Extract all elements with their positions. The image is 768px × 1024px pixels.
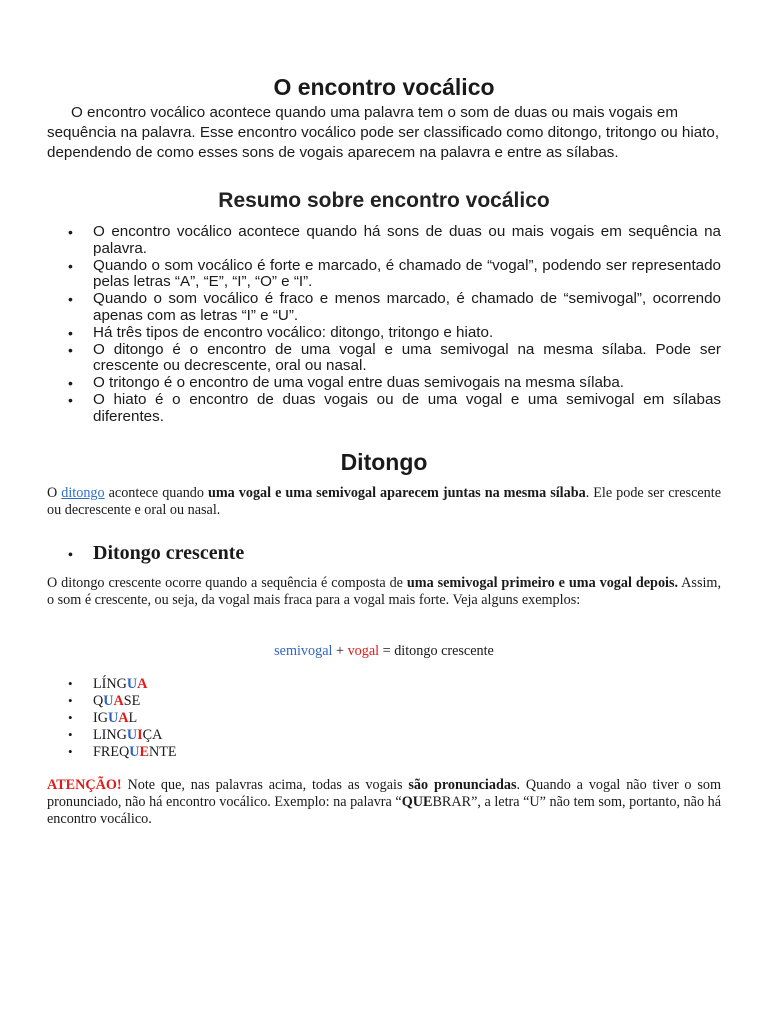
list-item: • O tritongo é o encontro de uma vogal entre duas semivogais na mesma sílaba.: [47, 375, 721, 392]
word-semivogal: U: [107, 709, 119, 726]
ditongo-heading: Ditongo: [340, 449, 428, 475]
word-part: LING: [93, 726, 127, 743]
word-vogal: E: [139, 743, 149, 760]
word-part: IG: [93, 709, 108, 726]
word-vogal: A: [118, 709, 129, 726]
intro-paragraph: [47, 103, 721, 163]
list-item: • O encontro vocálico acontece quando há sons de duas ou mais vogais em sequência na palavra.: [47, 224, 721, 258]
list-item: • Quando o som vocálico é forte e marcado, é chamado de “vogal”, podendo ser representado pelas letras “A”, “E”, “I”, “O” e “I”.: [47, 258, 721, 292]
atencao-word-bold: QUE: [401, 794, 433, 810]
word-part: ÇA: [142, 726, 163, 743]
word-semivogal: U: [126, 676, 138, 692]
atencao-bold: são pronunciadas: [408, 777, 517, 793]
list-item: • O ditongo é o encontro de uma vogal e uma semivogal na mesma sílaba. Pode ser crescente ou decrescente, oral ou nasal.: [47, 342, 721, 376]
formula-plus: +: [332, 643, 348, 659]
resumo-heading: Resumo sobre encontro vocálico: [218, 189, 550, 212]
ditongo-crescente-text: [47, 575, 721, 609]
ditongo-intro-pre: O: [47, 485, 62, 501]
word-semivogal: U: [126, 726, 138, 743]
ditongo-intro-post: . Ele pode ser crescente ou decrescente e oral ou nasal.: [47, 485, 722, 518]
bullet-icon: •: [68, 548, 73, 563]
ditongo-intro: [47, 485, 721, 519]
examples-list: [47, 676, 721, 761]
atencao-label: ATENÇÃO!: [47, 777, 122, 793]
list-item: • O hiato é o encontro de duas vogais ou de uma vogal e uma semivogal em sílabas diferentes.: [47, 392, 721, 426]
word-semivogal: U: [129, 743, 140, 760]
ditongo-crescente-title: Ditongo crescente: [93, 542, 245, 564]
atencao-text: ”, a letra “U” não tem som, portanto, não há encontro vocálico.: [47, 794, 721, 827]
atencao-word-rest: BRAR: [432, 794, 472, 810]
list-item: • Há três tipos de encontro vocálico: ditongo, tritongo e hiato.: [47, 325, 721, 342]
list-item: [47, 727, 721, 744]
crescente-text-pre: O ditongo crescente ocorre quando a sequência é composta de: [47, 575, 407, 591]
page-title: O encontro vocálico: [273, 74, 495, 100]
crescente-text-post: Assim, o som é crescente, ou seja, da vogal mais fraca para a vogal mais forte. Veja alguns exemplos:: [47, 575, 721, 608]
list-item: [47, 693, 721, 710]
list-item: [47, 676, 721, 693]
resumo-list: [47, 224, 721, 426]
formula: [47, 642, 721, 660]
atencao-paragraph: [47, 777, 721, 828]
word-part: LÍNG: [93, 676, 127, 692]
list-item: [47, 744, 721, 761]
formula-semivogal: semivogal: [274, 643, 333, 659]
list-item: • Quando o som vocálico é fraco e menos marcado, é chamado de “semivogal”, ocorrendo apenas com as letras “I” e “U”.: [47, 291, 721, 325]
ditongo-intro-bold: uma vogal e uma semivogal aparecem juntas na mesma sílaba: [207, 485, 586, 501]
word-part: L: [128, 709, 138, 726]
word-vogal: I: [137, 726, 143, 743]
word-part: SE: [123, 692, 141, 709]
word-part: Q: [93, 692, 104, 709]
list-item: [47, 710, 721, 727]
word-part: FREQ: [93, 743, 130, 760]
word-part: NTE: [148, 743, 177, 760]
crescente-text-bold: uma semivogal primeiro e uma vogal depois.: [406, 575, 679, 591]
word-semivogal: U: [103, 692, 114, 709]
ditongo-link[interactable]: ditongo: [61, 485, 105, 501]
word-vogal: A: [113, 692, 124, 709]
intro-text: O encontro vocálico acontece quando uma palavra tem o som de duas ou mais vogais em sequência na palavra. Esse encontro vocálico pode ser classificado como ditongo, tritongo ou hiato, dependendo de como esses sons de vogais aparecem na palavra e entre as sílabas.: [47, 104, 720, 161]
atencao-text: Note que, nas palavras acima, todas as vogais: [121, 777, 409, 793]
word-vogal: A: [137, 676, 148, 692]
formula-result: = ditongo crescente: [379, 643, 494, 659]
atencao-text: . Quando a vogal não tiver o som pronunciado, não há encontro vocálico. Exemplo: na palavra “: [47, 777, 722, 810]
ditongo-intro-mid: acontece quando: [104, 485, 208, 501]
formula-vogal: vogal: [347, 643, 380, 659]
ditongo-crescente-heading: [47, 540, 721, 569]
